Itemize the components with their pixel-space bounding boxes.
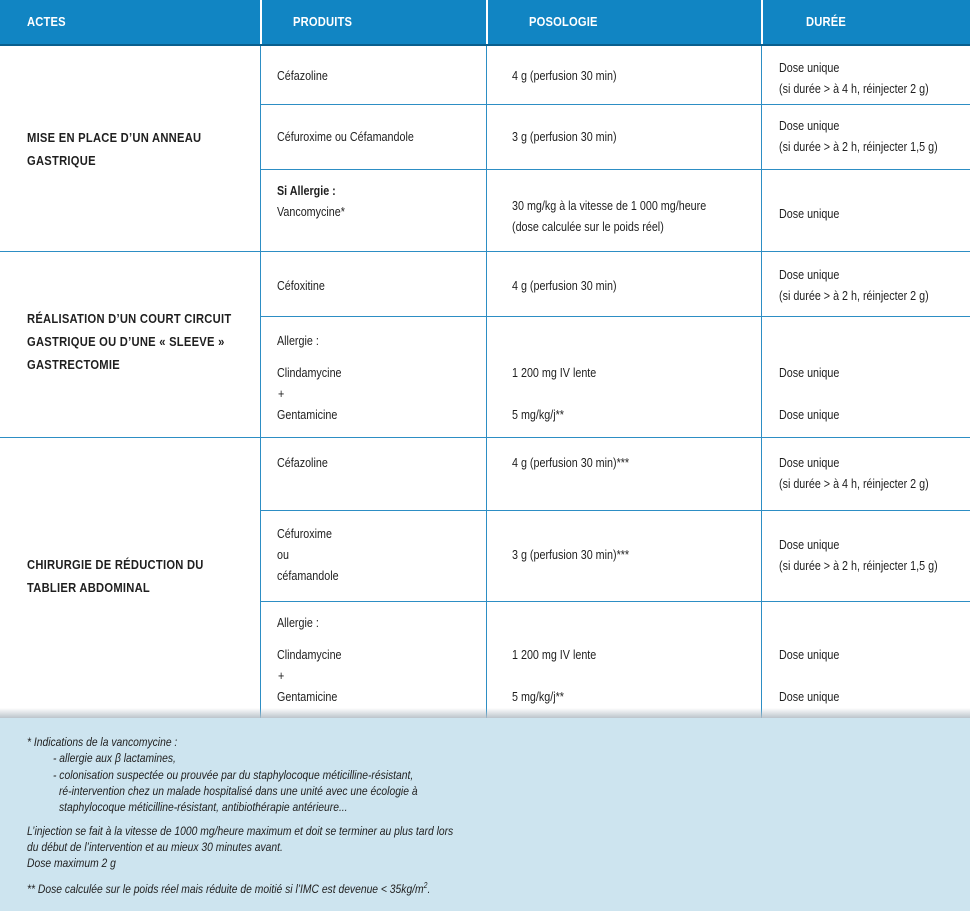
duree-line: (si durée > à 2 h, réinjecter 1,5 g)	[779, 140, 938, 154]
posologie-line: (dose calculée sur le poids réel)	[512, 220, 664, 234]
dose-note-superscript: 2	[423, 881, 428, 890]
produit-line: céfamandole	[277, 569, 339, 583]
duree-cell	[779, 453, 929, 495]
produit-line: ou	[277, 548, 289, 562]
header-divider	[761, 0, 763, 44]
header-produits: PRODUITS	[293, 14, 353, 29]
posologie-cell: 5 mg/kg/j**	[512, 690, 564, 704]
row-divider	[260, 169, 970, 170]
row-divider	[260, 510, 970, 511]
duree-cell: Dose unique	[779, 408, 840, 422]
header-duree: DURÉE	[806, 14, 847, 29]
acte-line: GASTRIQUE OU D’UNE « SLEEVE »	[27, 334, 225, 349]
injection-note: Dose maximum 2 g	[27, 856, 116, 870]
header-divider	[260, 0, 262, 44]
produit-plus: +	[278, 669, 285, 683]
acte-line: GASTRECTOMIE	[27, 357, 120, 372]
allergy-label: Si Allergie :	[277, 184, 336, 198]
acte-line: RÉALISATION D’UN COURT CIRCUIT	[27, 311, 232, 326]
posologie-cell: 3 g (perfusion 30 min)***	[512, 548, 630, 562]
posologie-cell: 1 200 mg IV lente	[512, 366, 597, 380]
duree-line: (si durée > à 4 h, réinjecter 2 g)	[779, 477, 929, 491]
produit-cell	[277, 524, 339, 587]
acte-line: TABLIER ABDOMINAL	[27, 580, 151, 595]
duree-line: (si durée > à 2 h, réinjecter 2 g)	[779, 289, 929, 303]
acte-tablier-abdominal	[27, 553, 204, 599]
column-divider	[761, 46, 762, 718]
posologie-cell: 4 g (perfusion 30 min)	[512, 69, 617, 83]
duree-line: Dose unique	[779, 268, 840, 282]
duree-line: Dose unique	[779, 61, 840, 75]
vanco-note-title: * Indications de la vancomycine :	[27, 735, 178, 749]
dose-note-text: ** Dose calculée sur le poids réel mais réduite de moitié si l’IMC est devenue < 35kg/m	[27, 882, 424, 896]
duree-cell: Dose unique	[779, 366, 840, 380]
row-divider	[260, 316, 970, 317]
header-actes: ACTES	[27, 14, 66, 29]
produit-cell: Gentamicine	[277, 690, 338, 704]
duree-line: (si durée > à 2 h, réinjecter 1,5 g)	[779, 559, 938, 573]
vanco-indication: staphylocoque méticilline-résistant, antibiothérapie antérieure...	[59, 800, 348, 814]
duree-cell	[779, 58, 929, 100]
produit-plus: +	[278, 387, 285, 401]
duree-cell	[779, 265, 929, 307]
produit-cell: Céfuroxime ou Céfamandole	[277, 130, 414, 144]
produit-cell: Allergie :	[277, 334, 319, 348]
vanco-indication: ré-intervention chez un malade hospitalisé dans une unité avec une écologie à	[59, 784, 418, 798]
dose-note-end: .	[427, 882, 431, 896]
posologie-line: 30 mg/kg à la vitesse de 1 000 mg/heure	[512, 199, 707, 213]
acte-anneau-gastrique	[27, 126, 201, 172]
acte-court-circuit-sleeve	[27, 307, 231, 376]
header-bottom-border	[0, 44, 970, 46]
injection-note: L’injection se fait à la vitesse de 1000 mg/heure maximum et doit se terminer au plus tard lors	[27, 824, 454, 838]
column-divider	[260, 46, 261, 718]
vanco-indication: - allergie aux β lactamines,	[53, 751, 176, 765]
produit-cell	[277, 181, 345, 223]
dose-note	[27, 878, 430, 897]
duree-line: Dose unique	[779, 538, 840, 552]
produit-cell: Clindamycine	[277, 366, 342, 380]
duree-line: Dose unique	[779, 456, 840, 470]
produit-cell: Allergie :	[277, 616, 319, 630]
duree-cell	[779, 116, 938, 158]
acte-line: GASTRIQUE	[27, 153, 96, 168]
section-divider	[0, 437, 970, 438]
produit-cell: Clindamycine	[277, 648, 342, 662]
produit-line: Céfuroxime	[277, 527, 332, 541]
produit-cell: Céfazoline	[277, 69, 328, 83]
duree-cell: Dose unique	[779, 207, 840, 221]
section-divider	[0, 251, 970, 252]
footnotes-box	[0, 718, 970, 911]
produit-line: Vancomycine*	[277, 205, 345, 219]
duree-cell: Dose unique	[779, 648, 840, 662]
posologie-cell: 4 g (perfusion 30 min)***	[512, 456, 630, 470]
row-divider	[260, 601, 970, 602]
header-posologie: POSOLOGIE	[529, 14, 598, 29]
acte-line: MISE EN PLACE D’UN ANNEAU	[27, 130, 202, 145]
injection-note: du début de l’intervention et au mieux 30 minutes avant.	[27, 840, 283, 854]
duree-cell: Dose unique	[779, 690, 840, 704]
header-divider	[486, 0, 488, 44]
produit-cell: Céfoxitine	[277, 279, 325, 293]
acte-line: CHIRURGIE DE RÉDUCTION DU	[27, 557, 204, 572]
row-divider	[260, 104, 970, 105]
duree-cell	[779, 535, 938, 577]
posologie-cell	[512, 196, 706, 238]
vanco-indication: - colonisation suspectée ou prouvée par du staphylocoque méticilline-résistant,	[53, 768, 414, 782]
posologie-cell: 5 mg/kg/j**	[512, 408, 564, 422]
produit-cell: Céfazoline	[277, 456, 328, 470]
duree-line: Dose unique	[779, 119, 840, 133]
table-header	[0, 0, 970, 44]
duree-line: (si durée > à 4 h, réinjecter 2 g)	[779, 82, 929, 96]
column-divider	[486, 46, 487, 718]
footer-shadow	[0, 708, 970, 718]
posologie-cell: 1 200 mg IV lente	[512, 648, 597, 662]
posologie-cell: 3 g (perfusion 30 min)	[512, 130, 617, 144]
produit-cell: Gentamicine	[277, 408, 338, 422]
posologie-cell: 4 g (perfusion 30 min)	[512, 279, 617, 293]
